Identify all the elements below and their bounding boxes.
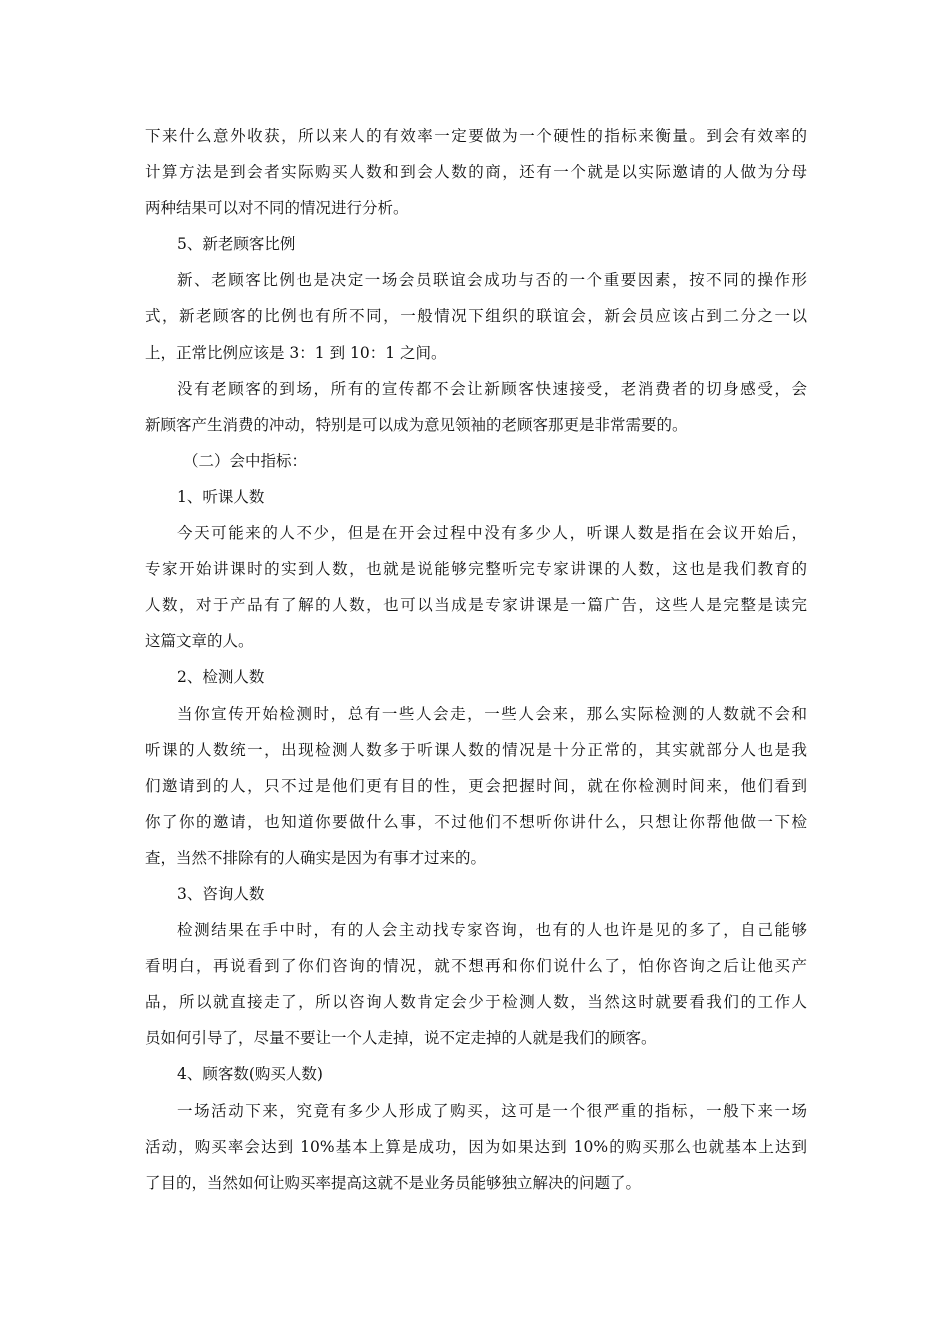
text-line: 2、检测人数 xyxy=(177,668,265,687)
text-line: 你了你的邀请，也知道你要做什么事，不过他们不想听你讲什么，只想让你帮他做一下检 xyxy=(145,812,807,831)
text-line: 了目的，当然如何让购买率提高这就不是业务员能够独立解决的问题了。 xyxy=(145,1173,642,1192)
text-line: 两种结果可以对不同的情况进行分析。 xyxy=(145,199,409,218)
text-line: 新顾客产生消费的冲动，特别是可以成为意见领袖的老顾客那更是非常需要的。 xyxy=(145,415,688,434)
text-line: 这篇文章的人。 xyxy=(145,632,254,651)
text-line: 看明白，再说看到了你们咨询的情况，就不想再和你们说什么了，怕你咨询之后让他买产 xyxy=(145,957,807,976)
text-line: 品，所以就直接走了，所以咨询人数肯定会少于检测人数，当然这时就要看我们的工作人 xyxy=(145,993,807,1012)
text-line: 4、顾客数(购买人数) xyxy=(177,1065,323,1084)
text-line: 新、老顾客比例也是决定一场会员联谊会成功与否的一个重要因素，按不同的操作形 xyxy=(177,271,807,290)
text-line: 专家开始讲课时的实到人数，也就是说能够完整听完专家讲课的人数，这也是我们教育的 xyxy=(145,560,807,579)
text-line: 1、听课人数 xyxy=(177,487,265,506)
text-line: 一场活动下来，究竟有多少人形成了购买，这可是一个很严重的指标，一般下来一场 xyxy=(177,1101,807,1120)
text-line: 式，新老顾客的比例也有所不同，一般情况下组织的联谊会，新会员应该占到二分之一以 xyxy=(145,307,807,326)
text-line: 3、咨询人数 xyxy=(177,884,265,903)
text-line: 计算方法是到会者实际购买人数和到会人数的商，还有一个就是以实际邀请的人做为分母 xyxy=(145,163,807,182)
text-line: 没有老顾客的到场，所有的宣传都不会让新顾客快速接受，老消费者的切身感受，会 xyxy=(177,379,807,398)
text-line: 今天可能来的人不少，但是在开会过程中没有多少人，听课人数是指在会议开始后， xyxy=(177,524,807,543)
text-line: 当你宣传开始检测时，总有一些人会走，一些人会来，那么实际检测的人数就不会和 xyxy=(177,704,807,723)
document-body xyxy=(145,118,807,1201)
text-line: （二）会中指标： xyxy=(183,451,308,470)
text-line: 活动，购买率会达到 10%基本上算是成功，因为如果达到 10%的购买那么也就基本上达到 xyxy=(145,1137,807,1156)
text-line: 人数，对于产品有了解的人数，也可以当成是专家讲课是一篇广告，这些人是完整是读完 xyxy=(145,596,807,615)
text-line: 听课的人数统一，出现检测人数多于听课人数的情况是十分正常的，其实就部分人也是我 xyxy=(145,740,807,759)
text-line: 员如何引导了，尽量不要让一个人走掉，说不定走掉的人就是我们的顾客。 xyxy=(145,1029,657,1048)
text-line: 们邀请到的人，只不过是他们更有目的性，更会把握时间，就在你检测时间来，他们看到 xyxy=(145,776,807,795)
text-line: 检测结果在手中时，有的人会主动找专家咨询，也有的人也许是见的多了，自己能够 xyxy=(177,921,807,940)
text-line: 上，正常比例应该是 3：1 到 10：1 之间。 xyxy=(145,343,447,362)
text-line: 5、新老顾客比例 xyxy=(177,235,296,254)
text-line: 查，当然不排除有的人确实是因为有事才过来的。 xyxy=(145,848,487,867)
text-line: 下来什么意外收获，所以来人的有效率一定要做为一个硬性的指标来衡量。到会有效率的 xyxy=(145,127,807,145)
